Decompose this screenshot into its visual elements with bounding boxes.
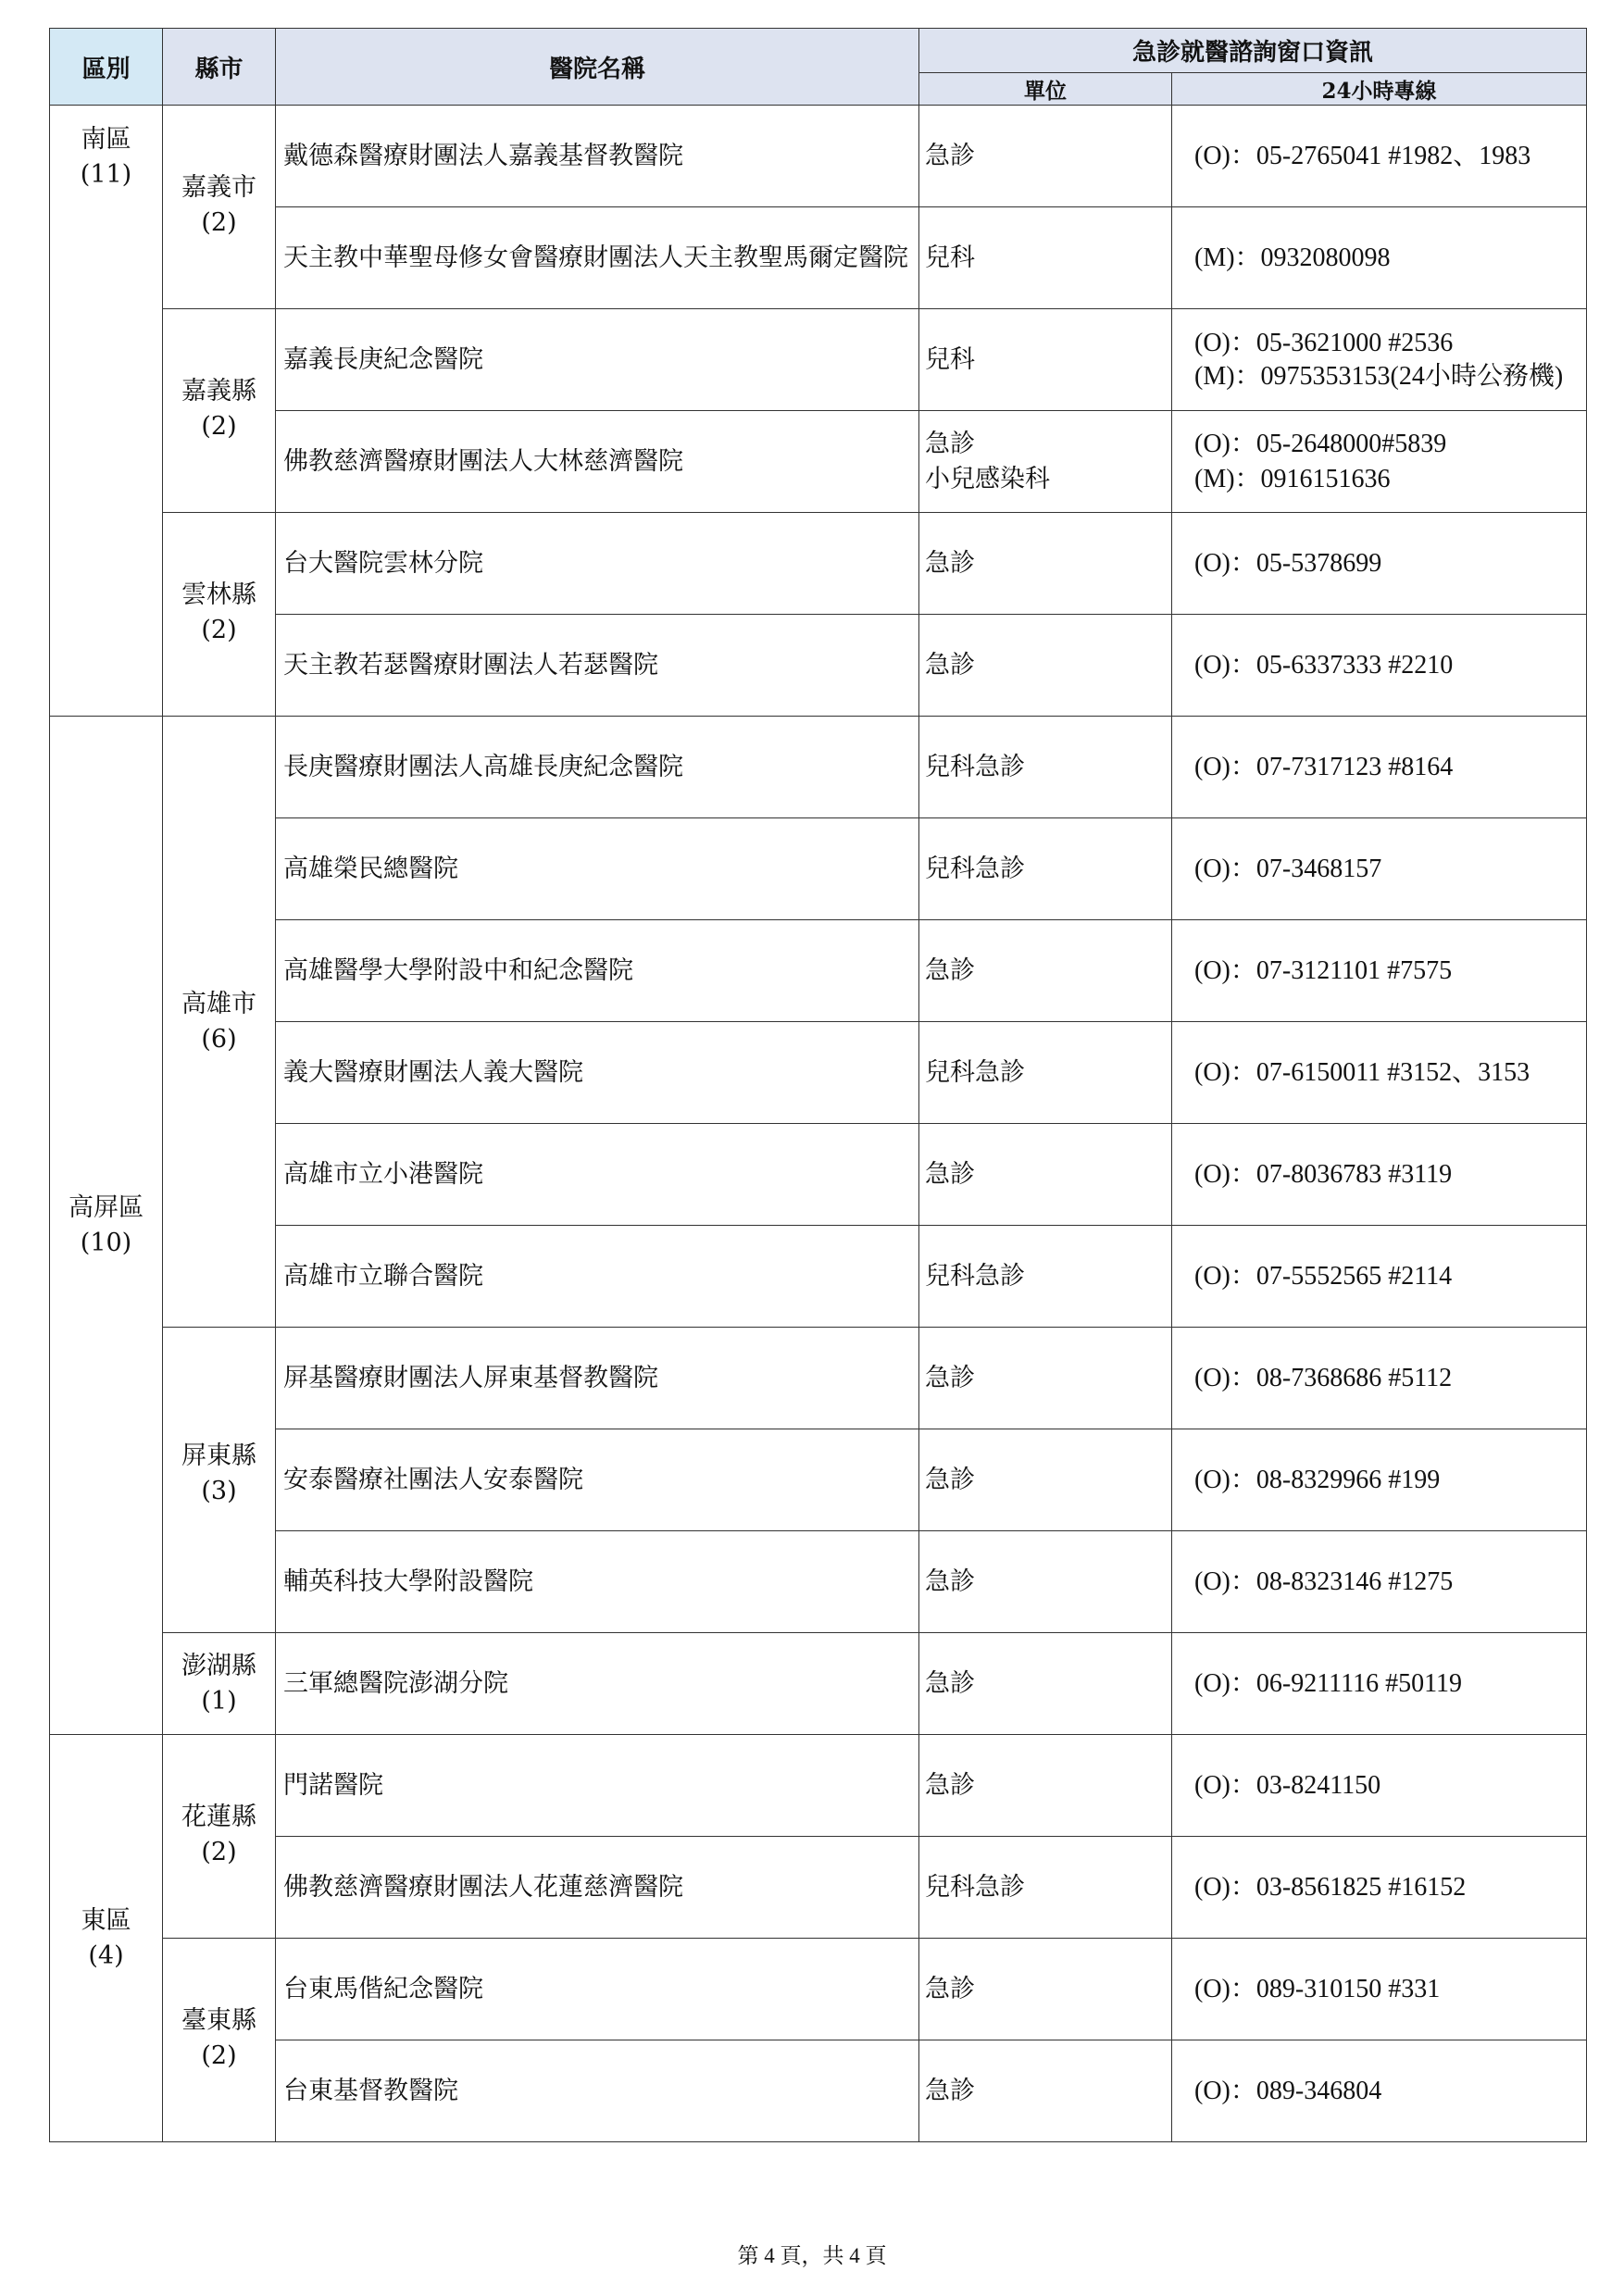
unit-text: 急診 <box>925 141 975 170</box>
unit-text: 兒科急診 <box>925 1057 1025 1087</box>
unit-text: 急診 <box>925 955 975 985</box>
county-count: (6) <box>201 1024 237 1054</box>
hotline-text: (O)：08-8329966 #199 <box>1194 1465 1441 1494</box>
hotline-cell <box>1172 818 1587 920</box>
unit-cell <box>919 1328 1172 1429</box>
unit-text: 急診 <box>925 2076 975 2105</box>
hotline-cell <box>1172 1531 1587 1633</box>
unit-cell <box>919 1124 1172 1226</box>
hotline-text: (O)：08-8323146 #1275 <box>1194 1566 1454 1596</box>
region-count: (10) <box>80 1228 132 1257</box>
region-cell-south <box>50 106 163 717</box>
table-row <box>50 207 1587 309</box>
table-row <box>50 309 1587 411</box>
county-name: 高雄市 <box>181 989 256 1018</box>
unit-text: 兒科急診 <box>925 1261 1025 1291</box>
table-row <box>50 106 1587 207</box>
hotline-cell <box>1172 1939 1587 2040</box>
hotline-cell <box>1172 920 1587 1022</box>
hospital-name: 三軍總醫院澎湖分院 <box>276 1633 919 1735</box>
unit-cell <box>919 920 1172 1022</box>
hotline-cell <box>1172 411 1587 513</box>
region-name: 東區 <box>81 1905 131 1935</box>
hospital-contact-table <box>49 28 1587 2142</box>
hospital-name: 門諾醫院 <box>276 1735 919 1837</box>
table-row <box>50 1531 1587 1633</box>
unit-text: 小兒感染科 <box>925 464 1050 493</box>
unit-cell <box>919 1226 1172 1328</box>
hotline-text: (M)：0975353153(24小時公務機) <box>1194 361 1564 391</box>
table-row <box>50 1022 1587 1124</box>
hospital-name: 戴德森醫療財團法人嘉義基督教醫院 <box>276 106 919 207</box>
county-name: 雲林縣 <box>181 580 256 609</box>
unit-cell <box>919 1633 1172 1735</box>
hotline-text: (O)：07-3121101 #7575 <box>1194 955 1453 985</box>
hospital-name: 安泰醫療社團法人安泰醫院 <box>276 1429 919 1531</box>
county-cell-kaohsiung <box>163 717 276 1328</box>
hotline-text: (O)：07-6150011 #3152、3153 <box>1194 1057 1530 1087</box>
county-cell-pingtung <box>163 1328 276 1633</box>
region-name: 高屏區 <box>69 1192 144 1222</box>
unit-text: 兒科急診 <box>925 752 1025 781</box>
hospital-name: 高雄市立聯合醫院 <box>276 1226 919 1328</box>
hotline-text: (O)：05-3621000 #2536 <box>1194 328 1454 357</box>
hotline-text: (O)：089-346804 <box>1194 2076 1382 2105</box>
hospital-name: 台東基督教醫院 <box>276 2040 919 2142</box>
hotline-cell <box>1172 1837 1587 1939</box>
table-row <box>50 717 1587 818</box>
unit-text: 急診 <box>925 1974 975 2003</box>
table-row <box>50 1429 1587 1531</box>
hotline-text: (O)：05-6337333 #2210 <box>1194 650 1454 680</box>
table-row <box>50 818 1587 920</box>
county-count: (3) <box>201 1477 237 1505</box>
table-row <box>50 920 1587 1022</box>
unit-text: 急診 <box>925 1668 975 1698</box>
hotline-cell <box>1172 1735 1587 1837</box>
unit-text: 兒科 <box>925 344 975 374</box>
hospital-name: 台大醫院雲林分院 <box>276 513 919 615</box>
unit-cell <box>919 309 1172 411</box>
hotline-cell <box>1172 207 1587 309</box>
region-count: (11) <box>80 160 132 189</box>
county-cell-penghu <box>163 1633 276 1735</box>
hotline-text: (M)：0916151636 <box>1194 464 1391 493</box>
county-column-header: 縣市 <box>163 29 276 106</box>
region-name: 南區 <box>81 125 131 154</box>
unit-cell <box>919 1531 1172 1633</box>
unit-text: 急診 <box>925 650 975 680</box>
page-number-footer: 第 4 頁，共 4 頁 <box>737 2244 887 2267</box>
unit-cell <box>919 1735 1172 1837</box>
unit-cell <box>919 1022 1172 1124</box>
hospital-name: 高雄醫學大學附設中和紀念醫院 <box>276 920 919 1022</box>
hospital-name: 天主教中華聖母修女會醫療財團法人天主教聖馬爾定醫院 <box>276 207 919 309</box>
table-row <box>50 513 1587 615</box>
county-name: 屏東縣 <box>181 1441 256 1470</box>
hospital-name: 佛教慈濟醫療財團法人花蓮慈濟醫院 <box>276 1837 919 1939</box>
hotline-cell <box>1172 1124 1587 1226</box>
unit-cell <box>919 106 1172 207</box>
unit-cell <box>919 207 1172 309</box>
hotline-cell <box>1172 309 1587 411</box>
contact-window-header: 急診就醫諮詢窗口資訊 <box>919 29 1587 73</box>
county-count: (2) <box>201 208 237 237</box>
table-row <box>50 1837 1587 1939</box>
hospital-name: 長庚醫療財團法人高雄長庚紀念醫院 <box>276 717 919 818</box>
hotline-cell <box>1172 2040 1587 2142</box>
county-cell-taitung <box>163 1939 276 2142</box>
region-column-header: 區別 <box>50 29 163 106</box>
unit-text: 急診 <box>925 1566 975 1596</box>
hospital-name: 義大醫療財團法人義大醫院 <box>276 1022 919 1124</box>
county-cell-yunlin <box>163 513 276 717</box>
county-cell-hualien <box>163 1735 276 1939</box>
unit-cell <box>919 513 1172 615</box>
region-cell-kaoping <box>50 717 163 1735</box>
region-count: (4) <box>88 1940 124 1970</box>
hotline-cell <box>1172 615 1587 717</box>
hotline-text: (O)：07-7317123 #8164 <box>1194 752 1454 781</box>
unit-text: 兒科 <box>925 243 975 272</box>
county-count: (2) <box>201 616 237 644</box>
hotline-cell <box>1172 1022 1587 1124</box>
hospital-name: 天主教若瑟醫療財團法人若瑟醫院 <box>276 615 919 717</box>
county-count: (2) <box>201 1838 237 1866</box>
table-row <box>50 1328 1587 1429</box>
hotline-text: (O)：03-8561825 #16152 <box>1194 1872 1467 1902</box>
unit-text: 急診 <box>925 429 975 458</box>
hotline-cell <box>1172 106 1587 207</box>
hospital-name: 台東馬偕紀念醫院 <box>276 1939 919 2040</box>
hotline-text: (O)：03-8241150 <box>1194 1770 1381 1800</box>
hospital-column-header: 醫院名稱 <box>276 29 919 106</box>
unit-text: 急診 <box>925 1770 975 1800</box>
table-row <box>50 1939 1587 2040</box>
hospital-name: 高雄榮民總醫院 <box>276 818 919 920</box>
unit-cell <box>919 411 1172 513</box>
unit-cell <box>919 818 1172 920</box>
hotline-cell <box>1172 1328 1587 1429</box>
hotline-cell <box>1172 513 1587 615</box>
unit-column-header: 單位 <box>919 73 1172 106</box>
unit-cell <box>919 717 1172 818</box>
unit-text: 急診 <box>925 1465 975 1494</box>
table-row <box>50 1124 1587 1226</box>
unit-cell <box>919 615 1172 717</box>
county-count: (2) <box>201 412 237 441</box>
county-cell-chiayi-city <box>163 106 276 309</box>
hotline-cell <box>1172 1633 1587 1735</box>
hotline-column-header: 24小時專線 <box>1172 73 1587 106</box>
unit-text: 急診 <box>925 548 975 578</box>
unit-cell <box>919 1939 1172 2040</box>
hospital-name: 嘉義長庚紀念醫院 <box>276 309 919 411</box>
hotline-text: (O)：07-8036783 #3119 <box>1194 1159 1453 1189</box>
county-count: (1) <box>201 1686 237 1716</box>
unit-text: 急診 <box>925 1159 975 1189</box>
table-row <box>50 1633 1587 1735</box>
unit-cell <box>919 1429 1172 1531</box>
unit-text: 兒科急診 <box>925 854 1025 883</box>
table-row <box>50 615 1587 717</box>
county-cell-chiayi-county <box>163 309 276 513</box>
hotline-text: (O)：07-5552565 #2114 <box>1194 1261 1453 1291</box>
county-name: 臺東縣 <box>181 2006 256 2035</box>
table-row <box>50 1735 1587 1837</box>
hotline-cell <box>1172 1429 1587 1531</box>
hospital-name: 輔英科技大學附設醫院 <box>276 1531 919 1633</box>
table-row <box>50 1226 1587 1328</box>
hotline-text: (O)：05-2765041 #1982、1983 <box>1194 141 1531 170</box>
hotline-cell <box>1172 717 1587 818</box>
unit-text: 急診 <box>925 1363 975 1392</box>
hotline-text: (O)：089-310150 #331 <box>1194 1974 1441 2003</box>
table-row <box>50 2040 1587 2142</box>
county-name: 澎湖縣 <box>181 1651 256 1680</box>
region-cell-east <box>50 1735 163 2142</box>
table-row <box>50 411 1587 513</box>
hotline-text: (O)：07-3468157 <box>1194 854 1382 883</box>
hotline-text: (M)：0932080098 <box>1194 243 1391 272</box>
hotline-text: (O)：06-9211116 #50119 <box>1194 1668 1463 1698</box>
hotline-text: (O)：05-5378699 <box>1194 548 1382 578</box>
hotline-text: (O)：05-2648000#5839 <box>1194 429 1447 458</box>
hotline-cell <box>1172 1226 1587 1328</box>
hotline-text: (O)：08-7368686 #5112 <box>1194 1363 1453 1392</box>
hospital-name: 高雄市立小港醫院 <box>276 1124 919 1226</box>
county-name: 嘉義市 <box>181 173 256 202</box>
county-name: 花蓮縣 <box>181 1803 256 1831</box>
unit-text: 兒科急診 <box>925 1872 1025 1902</box>
hospital-name: 佛教慈濟醫療財團法人大林慈濟醫院 <box>276 411 919 513</box>
county-count: (2) <box>201 2041 237 2070</box>
unit-cell <box>919 2040 1172 2142</box>
unit-cell <box>919 1837 1172 1939</box>
county-name: 嘉義縣 <box>181 377 256 406</box>
hospital-name: 屏基醫療財團法人屏東基督教醫院 <box>276 1328 919 1429</box>
